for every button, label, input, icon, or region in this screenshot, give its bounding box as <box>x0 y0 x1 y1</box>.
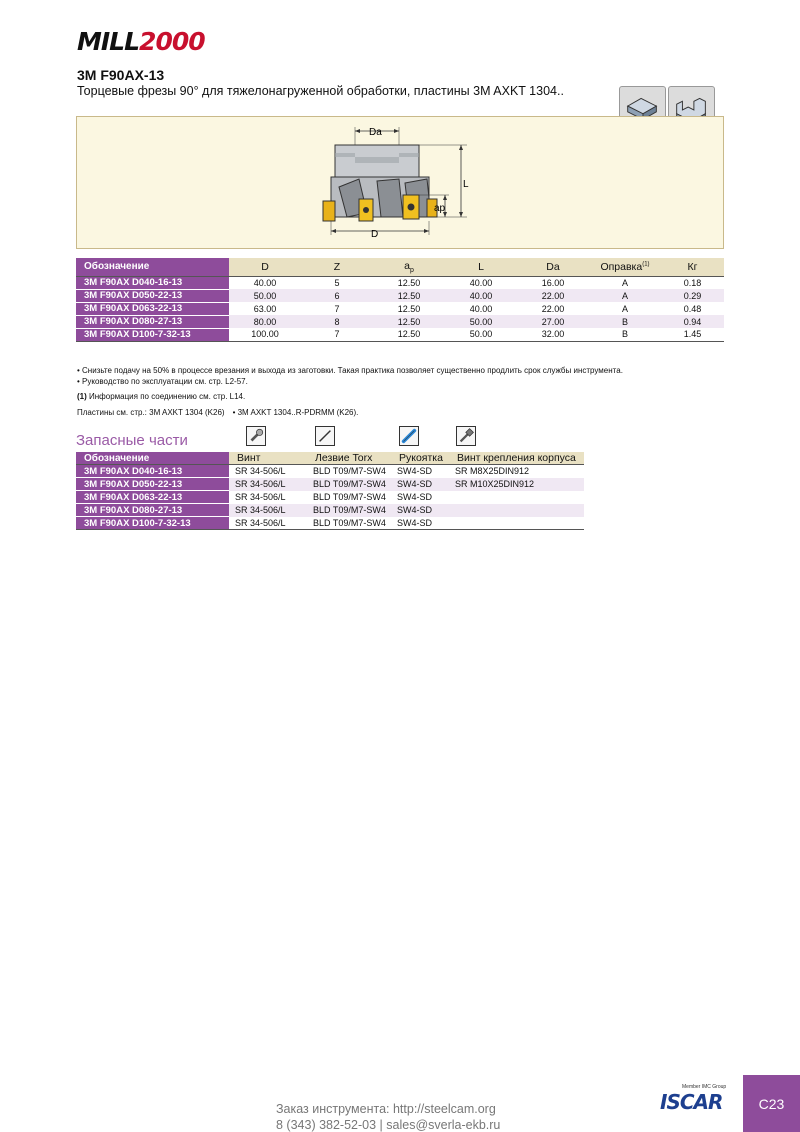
table-row <box>76 465 584 478</box>
cell-l: 50.00 <box>445 315 517 328</box>
col-header-body-screw: Винт крепления корпуса <box>449 452 584 465</box>
cell-code: 3M F90AX D063-22-13 <box>76 302 229 315</box>
table-row <box>76 328 724 341</box>
cell-code: 3M F90AX D040-16-13 <box>76 276 229 289</box>
dim-l-label: L <box>463 179 469 190</box>
table-row <box>76 517 584 530</box>
col-header-arbor: Оправка$^{(1)}$ <box>589 258 661 276</box>
cell-code: 3M F90AX D040-16-13 <box>76 465 229 478</box>
cell-kg: 0.18 <box>683 277 702 288</box>
col-header-z: Z <box>301 258 373 276</box>
cell-ap: 12.50 <box>397 277 421 288</box>
tool-drawing-panel <box>76 116 724 249</box>
cell-code: 3M F90AX D050-22-13 <box>76 289 229 302</box>
cell-body-screw: SR M10X25DIN912 <box>449 478 584 491</box>
mill2000-logo: MILL2000 <box>77 27 205 56</box>
cell-torx: BLD T09/M7-SW4 <box>313 466 386 477</box>
cell-d: 100.00 <box>229 328 301 341</box>
col-header-code: Обозначение <box>76 452 229 465</box>
col-header-code: Обозначение <box>76 258 229 276</box>
cell-handle: SW4-SD <box>391 478 449 491</box>
col-header-ap: $a_p$ <box>373 258 445 276</box>
table-row <box>76 276 724 289</box>
cell-body-screw <box>449 517 584 530</box>
col-header-d: D <box>229 258 301 276</box>
cell-handle: SW4-SD <box>397 492 433 502</box>
cell-da: 22.00 <box>517 289 589 302</box>
cell-screw: SR 34-506/L <box>229 517 307 530</box>
table-row <box>76 504 584 517</box>
col-header-handle: Рукоятка <box>391 452 449 465</box>
cell-code: 3M F90AX D050-22-13 <box>76 478 229 491</box>
face-mill-drawing <box>77 117 725 250</box>
table-row <box>76 491 584 504</box>
spare-header-row <box>76 452 584 465</box>
cell-arbor: B <box>589 328 661 341</box>
cell-ap: 12.50 <box>397 303 421 314</box>
cell-arbor: A <box>589 289 661 302</box>
cell-z: 5 <box>334 277 340 288</box>
table-row <box>76 478 584 491</box>
col-header-l: L <box>445 258 517 276</box>
cell-arbor: A <box>621 277 628 288</box>
cell-da: 32.00 <box>517 328 589 341</box>
cell-body-screw <box>449 491 584 504</box>
page-title: 3M F90AX-13 <box>77 67 165 83</box>
cell-kg: 0.48 <box>683 303 702 314</box>
cell-handle: SW4-SD <box>391 504 449 517</box>
table-row <box>76 315 724 328</box>
cell-body-screw: SR M8X25DIN912 <box>455 466 530 477</box>
cell-arbor: B <box>589 315 661 328</box>
dim-ap-label: ap <box>434 203 446 214</box>
cell-d: 63.00 <box>253 303 277 314</box>
dim-d-label: D <box>371 229 379 240</box>
cell-d: 50.00 <box>229 289 301 302</box>
col-header-da: Da <box>517 258 589 276</box>
cell-body-screw <box>449 504 584 517</box>
cell-ap: 12.50 <box>373 315 445 328</box>
cell-z: 6 <box>301 289 373 302</box>
cell-ap: 12.50 <box>373 328 445 341</box>
note-connection: (1) Информация по соединению см. стр. L14. <box>77 392 246 401</box>
table-row <box>76 289 724 302</box>
cell-torx: BLD T09/M7-SW4 <box>307 478 391 491</box>
torx-blade-icon <box>315 426 335 446</box>
cell-d: 80.00 <box>229 315 301 328</box>
cell-ap: 12.50 <box>373 289 445 302</box>
cell-code: 3M F90AX D080-27-13 <box>76 504 229 517</box>
spec-table <box>76 258 724 342</box>
dim-da-label: Da <box>369 127 382 138</box>
cell-torx: BLD T09/M7-SW4 <box>313 492 386 502</box>
cell-code: 3M F90AX D080-27-13 <box>76 315 229 328</box>
screw-icon <box>246 426 266 446</box>
handle-icon <box>399 426 419 446</box>
iscar-logo: Member IMC Group ISCAR <box>660 1084 727 1114</box>
cell-code: 3M F90AX D100-7-32-13 <box>76 328 229 341</box>
page-subtitle: Торцевые фрезы 90° для тяжелонагруженной обработки, пластины 3M AXKT 1304.. <box>77 84 564 98</box>
cell-screw: SR 34-506/L <box>229 504 307 517</box>
cell-da: 27.00 <box>517 315 589 328</box>
col-header-torx: Лезвие Torx <box>307 452 391 465</box>
cell-handle: SW4-SD <box>397 466 433 477</box>
cell-l: 40.00 <box>469 277 493 288</box>
notes-block <box>77 365 623 387</box>
cell-kg: 0.94 <box>661 315 724 328</box>
cell-screw: SR 34-506/L <box>235 466 286 477</box>
note-feed: • Снизьте подачу на 50% в процессе врезания и выхода из заготовки. Такая практика позволяет существенно продлить срок службы инструмента. <box>77 366 623 375</box>
cell-torx: BLD T09/M7-SW4 <box>307 504 391 517</box>
spec-header-row <box>76 258 724 276</box>
body-screw-icon <box>456 426 476 446</box>
cell-z: 7 <box>301 328 373 341</box>
cell-screw: SR 34-506/L <box>235 492 286 502</box>
cell-l: 40.00 <box>445 289 517 302</box>
cell-da: 16.00 <box>541 277 565 288</box>
cell-screw: SR 34-506/L <box>229 478 307 491</box>
note-manual: • Руководство по эксплуатации см. стр. L2-57. <box>77 377 248 386</box>
cell-da: 22.00 <box>541 303 565 314</box>
cell-d: 40.00 <box>253 277 277 288</box>
cell-code: 3M F90AX D100-7-32-13 <box>76 517 229 530</box>
page-number: C23 <box>743 1075 800 1132</box>
note-inserts: Пластины см. стр.: 3M AXKT 1304 (K26) • 3M AXKT 1304..R-PDRMM (K26). <box>77 408 359 417</box>
cell-kg: 1.45 <box>661 328 724 341</box>
table-row <box>76 302 724 315</box>
footer-order-link[interactable]: Заказ инструмента: http://steelcam.org <box>276 1102 496 1116</box>
cell-kg: 0.29 <box>661 289 724 302</box>
cell-handle: SW4-SD <box>391 517 449 530</box>
spare-parts-title: Запасные части <box>76 432 188 449</box>
cell-l: 40.00 <box>469 303 493 314</box>
footer-contact[interactable]: 8 (343) 382-52-03 | sales@sverla-ekb.ru <box>276 1118 501 1132</box>
cell-torx: BLD T09/M7-SW4 <box>307 517 391 530</box>
cell-z: 7 <box>334 303 340 314</box>
spare-parts-table <box>76 452 584 530</box>
col-header-screw: Винт <box>229 452 307 465</box>
cell-code: 3M F90AX D063-22-13 <box>76 491 229 504</box>
cell-z: 8 <box>301 315 373 328</box>
cell-l: 50.00 <box>445 328 517 341</box>
col-header-kg: Кг <box>661 258 724 276</box>
cell-arbor: A <box>621 303 628 314</box>
